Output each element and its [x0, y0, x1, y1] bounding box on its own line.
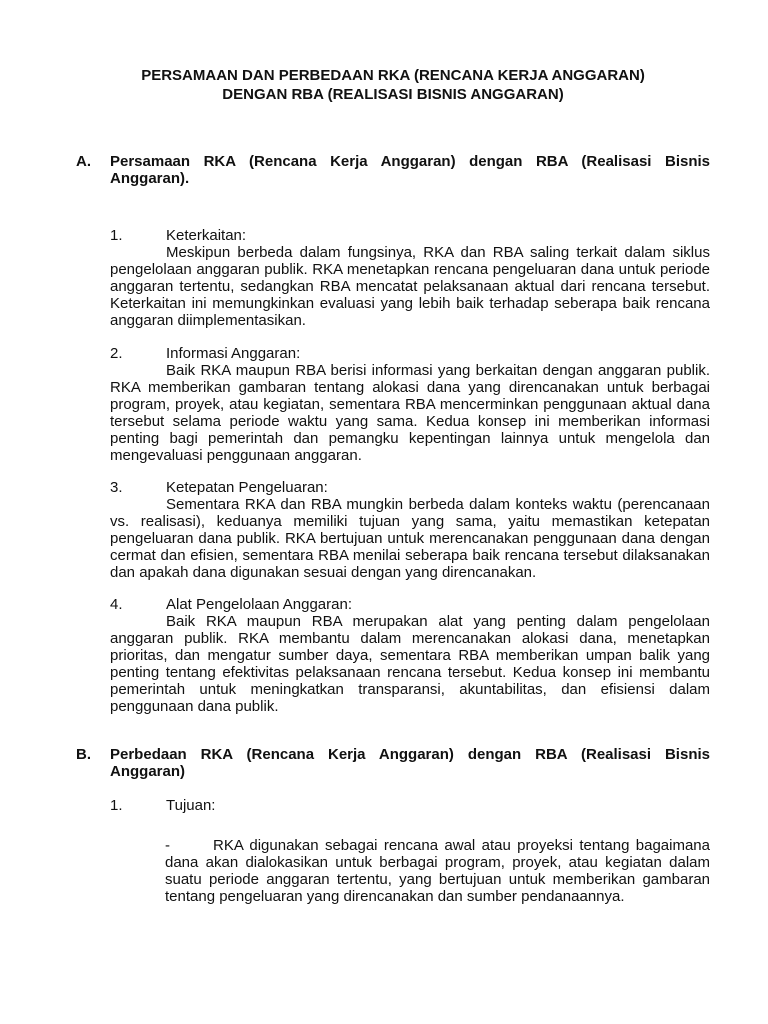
section-a-heading — [76, 153, 710, 187]
section-a-item-3 — [110, 479, 710, 581]
item-title: Alat Pengelolaan Anggaran: — [166, 596, 352, 613]
section-a-heading-text: Persamaan RKA (Rencana Kerja Anggaran) dengan RBA (Realisasi Bisnis Anggaran). — [110, 153, 710, 187]
item-body: Sementara RKA dan RBA mungkin berbeda dalam konteks waktu (perencanaan vs. realisasi), keduanya memiliki tujuan yang sama, yaitu memastikan ketepatan pengeluaran dana publik. RKA bertujuan untuk merencanakan penggunaan dana dengan cermat dan efisien, sementara RBA menilai seberapa baik rencana tersebut dilaksanakan dan apakah dana digunakan sesuai dengan yang direncanakan. — [110, 496, 710, 581]
item-number: 4. — [110, 596, 123, 613]
section-b-heading — [76, 746, 710, 780]
item-number: 2. — [110, 345, 123, 362]
item-number: 1. — [110, 227, 123, 244]
section-b-heading-text: Perbedaan RKA (Rencana Kerja Anggaran) dengan RBA (Realisasi Bisnis Anggaran) — [110, 746, 710, 780]
item-title: Tujuan: — [166, 797, 216, 814]
item-body: Baik RKA maupun RBA berisi informasi yang berkaitan dengan anggaran publik. RKA memberikan gambaran tentang alokasi dana yang direncanakan untuk berbagai program, proyek, atau kegiatan, sementara RBA mencerminkan penggunaan aktual dana tersebut selama periode waktu yang sama. Kedua konsep ini memberikan informasi penting bagi pemerintah dan pemangku kepentingan lainnya untuk mengelola dan mengevaluasi penggunaan anggaran. — [110, 362, 710, 464]
item-number: 3. — [110, 479, 123, 496]
item-number: 1. — [110, 797, 123, 814]
section-b-letter: B. — [76, 746, 91, 763]
bullet-text: RKA digunakan sebagai rencana awal atau proyeksi tentang bagaimana dana akan dialokasikan untuk berbagai program, proyek, atau kegiatan dalam suatu periode anggaran tertentu, yang bertujuan untuk memberikan gambaran tentang pengeluaran yang direncanakan dan sumber pendanaannya. — [165, 837, 710, 905]
item-body: Meskipun berbeda dalam fungsinya, RKA dan RBA saling terkait dalam siklus pengelolaan anggaran publik. RKA menetapkan rencana pengeluaran dana untuk periode anggaran tertentu, sedangkan RBA mencatat pelaksanaan aktual dari rencana tersebut. Keterkaitan ini memungkinkan evaluasi yang lebih baik terhadap seberapa baik rencana anggaran diimplementasikan. — [110, 244, 710, 329]
section-a-item-4 — [110, 596, 710, 715]
document-title — [76, 66, 710, 104]
title-line-2: DENGAN RBA (REALISASI BISNIS ANGGARAN) — [222, 86, 564, 103]
item-title: Keterkaitan: — [166, 227, 247, 244]
section-b-item-1-bullet — [165, 837, 710, 905]
item-title: Informasi Anggaran: — [166, 345, 301, 362]
title-line-1: PERSAMAAN DAN PERBEDAAN RKA (RENCANA KERJA ANGGARAN) — [141, 67, 645, 84]
section-a-item-2 — [110, 345, 710, 464]
item-title: Ketepatan Pengeluaran: — [166, 479, 328, 496]
section-b-item-1 — [110, 797, 710, 814]
section-a-item-1 — [110, 227, 710, 329]
section-a-letter: A. — [76, 153, 91, 170]
dash-marker: - — [165, 837, 170, 854]
item-body: Baik RKA maupun RBA merupakan alat yang penting dalam pengelolaan anggaran publik. RKA membantu dalam merencanakan alokasi dana, menetapkan prioritas, dan mengatur sumber daya, sementara RBA memberikan umpan balik yang penting tentang efektivitas pelaksanaan rencana tersebut. Kedua konsep ini membantu pemerintah untuk meningkatkan transparansi, akuntabilitas, dan efisiensi dalam penggunaan dana publik. — [110, 613, 710, 715]
